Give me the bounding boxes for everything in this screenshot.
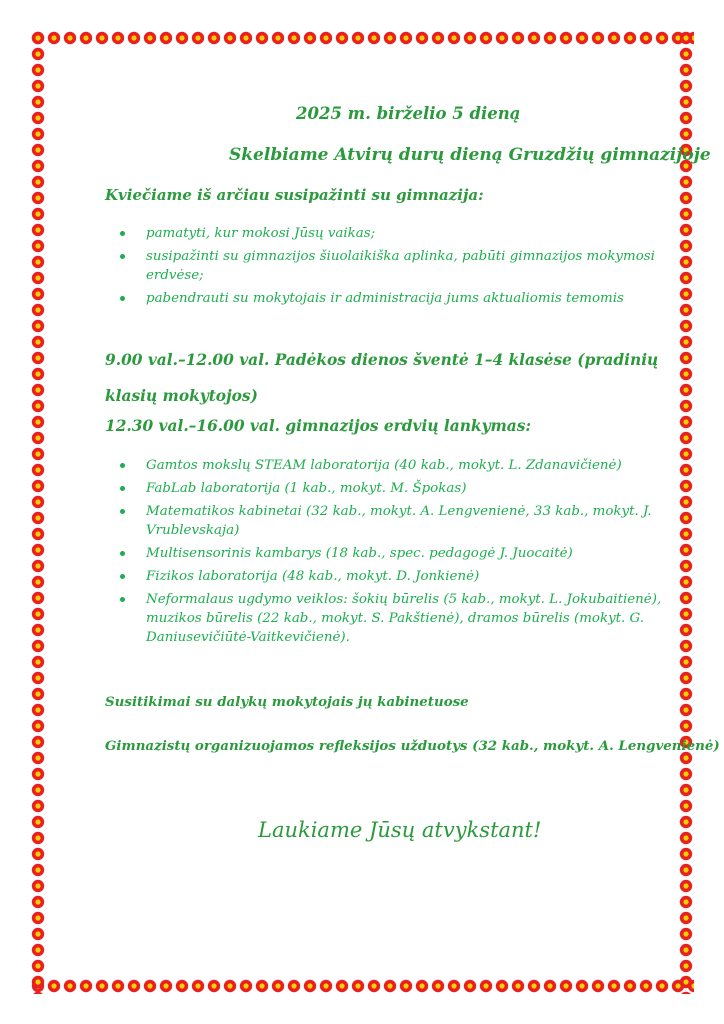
schedule-afternoon: 12.30 val.–16.00 val. gimnazijos erdvių lankymas: <box>105 417 532 435</box>
bullet-icon <box>120 254 125 259</box>
list-item: pabendrauti su mokytojais ir administracija jums aktualiomis temomis <box>104 289 664 308</box>
event-date: 2025 m. birželio 5 dieną <box>296 104 521 123</box>
list-item: Matematikos kabinetai (32 kab., mokyt. A. Lengvenienė, 33 kab., mokyt. J. Vrublevskaja) <box>104 502 664 540</box>
bullet-icon <box>120 597 125 602</box>
list-item: Neformalaus ugdymo veiklos: šokių būrelis (5 kab., mokyt. L. Jokubaitienė), muzikos būrelis (22 kab., mokyt. S. Pakštienė), dramos būrelis (mokyt. G. Daniusevičiūtė-Vaitkevičienė). <box>104 590 664 647</box>
invite-heading: Kviečiame iš arčiau susipažinti su gimnazija: <box>105 186 484 204</box>
invite-list <box>104 224 664 312</box>
list-item: susipažinti su gimnazijos šiuolaikiška aplinka, pabūti gimnazijos mokymosi erdvėse; <box>104 247 664 285</box>
bullet-icon <box>120 231 125 236</box>
teacher-meetings: Susitikimai su dalykų mokytojais jų kabinetuose <box>105 694 469 710</box>
page-title: Skelbiame Atvirų durų dieną Gruzdžių gimnazijoje <box>229 145 711 165</box>
list-item: pamatyti, kur mokosi Jūsų vaikas; <box>104 224 664 243</box>
bullet-icon <box>120 509 125 514</box>
bullet-icon <box>120 296 125 301</box>
bullet-icon <box>120 574 125 579</box>
list-item: FabLab laboratorija (1 kab., mokyt. M. Špokas) <box>104 479 664 498</box>
list-item: Gamtos mokslų STEAM laboratorija (40 kab., mokyt. L. Zdanavičienė) <box>104 456 664 475</box>
bullet-icon <box>120 463 125 468</box>
bullet-icon <box>120 486 125 491</box>
reflection-tasks: Gimnazistų organizuojamos refleksijos užduotys (32 kab., mokyt. A. Lengvenienė) <box>105 738 720 754</box>
bullet-icon <box>120 551 125 556</box>
list-item: Multisensorinis kambarys (18 kab., spec. pedagogė J. Juocaitė) <box>104 544 664 563</box>
welcome-message: Laukiame Jūsų atvykstant! <box>258 818 542 842</box>
schedule-morning: 9.00 val.–12.00 val. Padėkos dienos šventė 1–4 klasėse (pradinių klasių mokytojos) <box>105 351 659 405</box>
list-item: Fizikos laboratorija (48 kab., mokyt. D. Jonkienė) <box>104 567 664 586</box>
visit-list <box>104 456 664 651</box>
